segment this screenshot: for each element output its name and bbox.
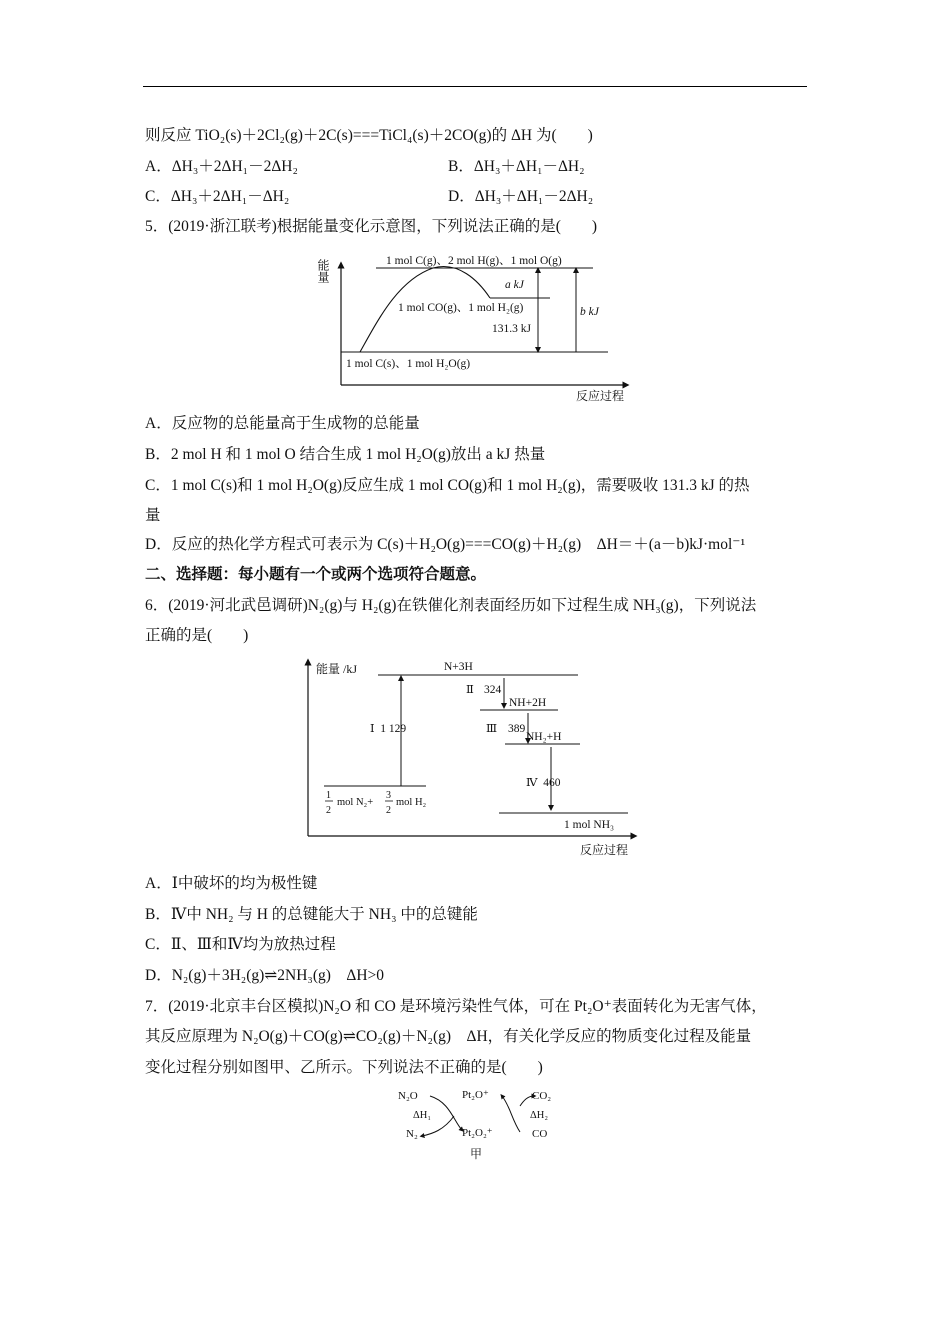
- step-1-label: Ⅰ 1 129: [370, 723, 407, 735]
- reactant-part1: mol N₂+: [337, 797, 374, 808]
- step-2-val: 324: [484, 684, 502, 696]
- n2-label: N₂: [406, 1128, 418, 1140]
- figure-caption: 甲: [470, 1147, 483, 1161]
- question-5-stem: 5．(2019·浙江联考)根据能量变化示意图，下列说法正确的是( ): [145, 218, 598, 235]
- frac2-num: 3: [386, 790, 391, 801]
- q5-option-b[interactable]: B．2 mol H 和 1 mol O 结合生成 1 mol H₂O(g)放出 a kJ 热量: [145, 446, 546, 463]
- frac2-den: 2: [386, 805, 391, 816]
- a-label: a kJ: [505, 279, 524, 291]
- reactant-part2: mol H₂: [396, 797, 427, 808]
- frac1-den: 2: [326, 805, 331, 816]
- co2-label: CO₂: [532, 1090, 552, 1102]
- dh1-label: ΔH₁: [413, 1110, 431, 1121]
- pt2o2-plus-label: Pt₂O₂⁺: [462, 1127, 493, 1139]
- step-3-val: 389: [508, 723, 526, 735]
- y-axis-label: 能量: [316, 259, 330, 283]
- question-7-stem-line2: 其反应原理为 N₂O(g)＋CO(g)⇌CO₂(g)＋N₂(g) ΔH，有关化学反应的物质变化过程及能量: [145, 1028, 752, 1045]
- step-4-label: Ⅳ 460: [526, 777, 561, 789]
- step-2-num: Ⅱ: [466, 684, 474, 696]
- question-6-stem-line1: 6．(2019·河北武邑调研)N₂(g)与 H₂(g)在铁催化剂表面经历如下过程生成 NH₃(g)，下列说法: [145, 597, 757, 614]
- q4-option-b[interactable]: B．ΔH₃＋ΔH₁－ΔH₂: [448, 158, 585, 175]
- q6-option-c[interactable]: C．Ⅱ、Ⅲ和Ⅳ均为放热过程: [145, 936, 336, 953]
- bottom-level-label: 1 mol C(s)、1 mol H₂O(g): [346, 358, 471, 370]
- right-cycle-arrow: [502, 1096, 520, 1132]
- frac1-num: 1: [326, 790, 331, 801]
- q5-option-c-line1[interactable]: C．1 mol C(s)和 1 mol H₂O(g)反应生成 1 mol CO(g)和 1 mol H₂(g)，需要吸收 131.3 kJ 的热: [145, 477, 750, 494]
- q5-option-c-line2[interactable]: 量: [145, 507, 161, 524]
- top-level-label: 1 mol C(g)、2 mol H(g)、1 mol O(g): [386, 255, 562, 267]
- y-axis-label: 能量 /kJ: [316, 662, 358, 676]
- q7-mechanism-diagram: [392, 1084, 572, 1166]
- pt2o-plus-label: Pt₂O⁺: [462, 1089, 489, 1101]
- level-top-label: N+3H: [444, 661, 473, 673]
- q5-energy-diagram: [318, 245, 638, 405]
- q5-option-a[interactable]: A．反应物的总能量高于生成物的总能量: [145, 415, 420, 432]
- level-nh-label: NH+2H: [509, 697, 547, 709]
- n2o-label: N₂O: [398, 1090, 418, 1102]
- question-7-stem-line3: 变化过程分别如图甲、乙所示。下列说法不正确的是( ): [145, 1059, 543, 1076]
- x-axis-label: 反应过程: [580, 843, 629, 857]
- header-rule: [143, 86, 807, 87]
- q5-option-d[interactable]: D．反应的热化学方程式可表示为 C(s)＋H₂O(g)===CO(g)＋H₂(g) ΔH＝＋(a－b)kJ·mol⁻¹: [145, 536, 746, 553]
- q6-option-d[interactable]: D．N₂(g)＋3H₂(g)⇌2NH₃(g) ΔH>0: [145, 967, 385, 984]
- q4-option-d[interactable]: D．ΔH₃＋ΔH₁－2ΔH₂: [448, 188, 594, 205]
- question-6-stem-line2: 正确的是( ): [145, 627, 249, 644]
- question-7-stem-line1: 7．(2019·北京丰台区模拟)N₂O 和 CO 是环境污染性气体，可在 Pt₂O⁺表面转化为无害气体，: [145, 998, 767, 1015]
- section-heading: 二、选择题：每小题有一个或两个选项符合题意。: [145, 566, 487, 583]
- q6-option-b[interactable]: B．Ⅳ中 NH₂ 与 H 的总键能大于 NH₃ 中的总键能: [145, 906, 478, 923]
- x-axis-label: 反应过程: [576, 389, 625, 403]
- dh2-label: ΔH₂: [530, 1110, 548, 1121]
- b-label: b kJ: [580, 306, 599, 318]
- co-label: CO: [532, 1128, 548, 1140]
- q6-option-a[interactable]: A．Ⅰ中破坏的均为极性键: [145, 875, 318, 892]
- mid-level-label: 1 mol CO(g)、1 mol H₂(g): [398, 302, 524, 314]
- q6-energy-diagram: [296, 656, 641, 861]
- step-3-num: Ⅲ: [486, 723, 498, 735]
- q4-option-a[interactable]: A．ΔH₃＋2ΔH₁－2ΔH₂: [145, 158, 298, 175]
- q4-option-c[interactable]: C．ΔH₃＋2ΔH₁－ΔH₂: [145, 188, 290, 205]
- level-product-label: 1 mol NH₃: [564, 819, 615, 831]
- question-4-intro: 则反应 TiO₂(s)＋2Cl₂(g)＋2C(s)===TiCl₄(s)＋2CO(g)的 ΔH 为( ): [145, 127, 593, 144]
- level-nh2-label: NH₂+H: [526, 731, 562, 743]
- delta-label: 131.3 kJ: [492, 323, 531, 335]
